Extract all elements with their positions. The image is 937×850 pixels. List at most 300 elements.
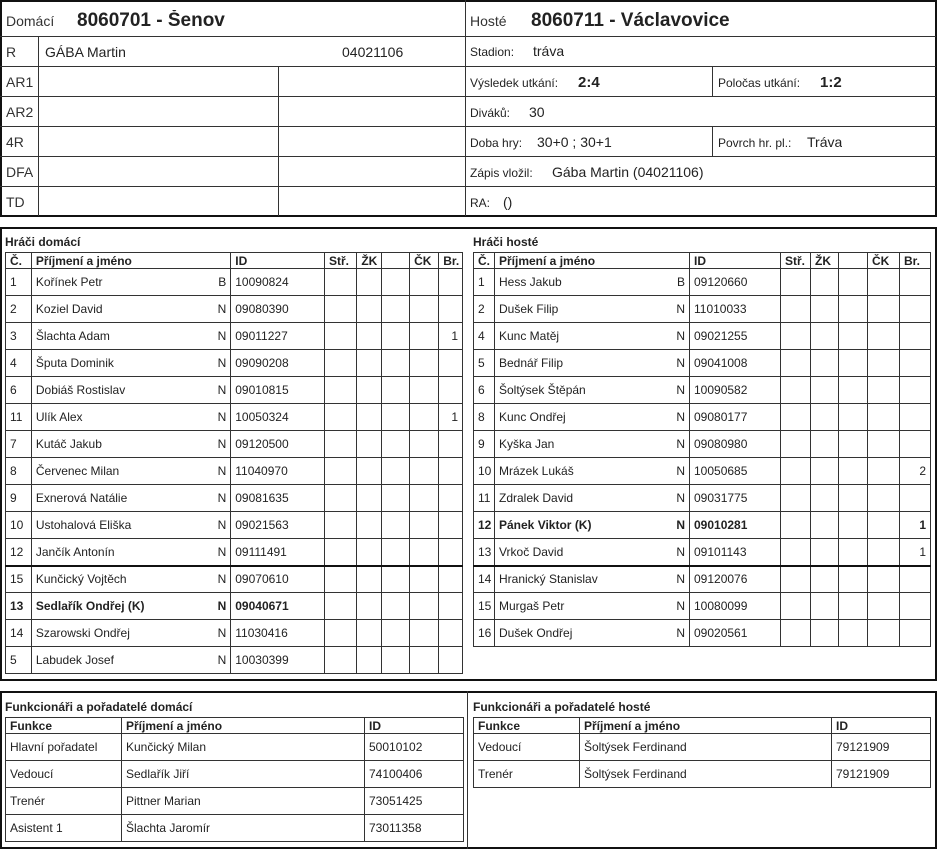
- player-id: 11010033: [690, 296, 781, 323]
- table-row: [474, 734, 931, 761]
- player-name: Šoltýsek Štěpán: [499, 383, 586, 397]
- blank-cell: [382, 296, 410, 323]
- col-yellow-card: ŽK: [811, 253, 839, 269]
- table-row: [6, 620, 463, 647]
- red-card-cell: [410, 512, 439, 539]
- away-label: Hosté: [470, 13, 507, 29]
- player-name: Kunc Ondřej: [499, 410, 566, 424]
- player-name-cell: [495, 350, 690, 377]
- header-row-line: [0, 36, 936, 37]
- table-row: [6, 269, 463, 296]
- player-flag: N: [217, 410, 227, 424]
- yellow-card-cell: [811, 539, 839, 566]
- table-row: [6, 431, 463, 458]
- goals-cell: [900, 593, 931, 620]
- staff-function: Vedoucí: [6, 761, 122, 788]
- entered-value: Gába Martin (04021106): [552, 164, 704, 180]
- home-staff-table: [5, 717, 464, 842]
- player-number: 14: [474, 566, 495, 593]
- player-flag: N: [217, 572, 227, 587]
- match-header: [0, 0, 937, 217]
- staff-function: Hlavní pořadatel: [6, 734, 122, 761]
- table-row: [6, 377, 463, 404]
- away-players-table: [473, 252, 931, 647]
- yellow-card-cell: [357, 485, 382, 512]
- player-number: 10: [6, 512, 32, 539]
- col-blank: [839, 253, 868, 269]
- red-card-cell: [410, 458, 439, 485]
- surface-value: Tráva: [807, 134, 843, 150]
- table-row: [6, 350, 463, 377]
- player-flag: N: [676, 329, 685, 343]
- header-divider: [712, 66, 713, 96]
- player-name-cell: [495, 539, 690, 566]
- player-id: 09111491: [231, 539, 325, 566]
- home-team: 8060701 - Šenov: [77, 10, 225, 31]
- yellow-card-cell: [811, 269, 839, 296]
- staff-divider: [467, 691, 468, 849]
- red-card-cell: [868, 377, 900, 404]
- blank-cell: [382, 323, 410, 350]
- player-id: 09070610: [231, 566, 325, 593]
- red-card-cell: [868, 620, 900, 647]
- player-flag: N: [217, 653, 227, 667]
- substitution-cell: [781, 458, 811, 485]
- player-name: Kyška Jan: [499, 437, 555, 451]
- player-number: 10: [474, 458, 495, 485]
- goals-cell: [900, 296, 931, 323]
- staff-name: Šoltýsek Ferdinand: [580, 734, 832, 761]
- blank-cell: [382, 566, 410, 593]
- player-name-cell: [31, 377, 230, 404]
- goals-cell: [439, 512, 463, 539]
- player-id: 09021563: [231, 512, 325, 539]
- goals-cell: 1: [439, 323, 463, 350]
- player-flag: N: [217, 329, 227, 343]
- blank-cell: [382, 539, 410, 566]
- goals-cell: [900, 269, 931, 296]
- yellow-card-cell: [357, 377, 382, 404]
- player-flag: N: [217, 518, 227, 532]
- yellow-card-cell: [357, 566, 382, 593]
- yellow-card-cell: [811, 323, 839, 350]
- halftime-label: Poločas utkání:: [718, 76, 801, 90]
- table-row: [6, 647, 463, 674]
- red-card-cell: [410, 296, 439, 323]
- official-role: R: [6, 44, 17, 60]
- away-staff-title: Funkcionáři a pořadatelé hosté: [473, 700, 651, 714]
- table-row: [6, 539, 463, 566]
- blank-cell: [382, 377, 410, 404]
- goals-cell: [439, 539, 463, 566]
- yellow-card-cell: [811, 431, 839, 458]
- player-name-cell: [495, 566, 690, 593]
- goals-cell: [439, 485, 463, 512]
- table-row: [474, 350, 931, 377]
- staff-name: Sedlařík Jiří: [122, 761, 365, 788]
- col-substitution: Stř.: [781, 253, 811, 269]
- player-name: Jančík Antonín: [35, 544, 115, 559]
- col-number: Č.: [474, 253, 495, 269]
- player-name: Dušek Filip: [499, 302, 559, 316]
- player-number: 1: [474, 269, 495, 296]
- official-id: 04021106: [342, 44, 404, 60]
- player-id: 09120500: [231, 431, 325, 458]
- yellow-card-cell: [357, 350, 382, 377]
- yellow-card-cell: [811, 512, 839, 539]
- blank-cell: [382, 269, 410, 296]
- official-role: AR1: [6, 74, 34, 90]
- substitution-cell: [781, 404, 811, 431]
- staff-name: Kunčický Milan: [122, 734, 365, 761]
- yellow-card-cell: [357, 431, 382, 458]
- substitution-cell: [325, 350, 357, 377]
- col-substitution: Stř.: [325, 253, 357, 269]
- player-flag: B: [218, 275, 227, 289]
- col-number: Č.: [6, 253, 32, 269]
- col-id: ID: [690, 253, 781, 269]
- col-id: ID: [231, 253, 325, 269]
- staff-id: 73011358: [365, 815, 464, 842]
- player-number: 11: [474, 485, 495, 512]
- goals-cell: 1: [900, 512, 931, 539]
- red-card-cell: [868, 431, 900, 458]
- blank-cell: [839, 566, 868, 593]
- staff-id: 73051425: [365, 788, 464, 815]
- table-header-row: [6, 718, 464, 734]
- player-flag: N: [676, 302, 685, 316]
- blank-cell: [382, 647, 410, 674]
- blank-cell: [839, 296, 868, 323]
- blank-cell: [839, 593, 868, 620]
- player-number: 6: [6, 377, 32, 404]
- table-row: [474, 269, 931, 296]
- player-name-cell: [31, 593, 230, 620]
- ra-value: (): [503, 194, 513, 210]
- red-card-cell: [410, 566, 439, 593]
- player-id: 09031775: [690, 485, 781, 512]
- player-flag: N: [676, 599, 685, 613]
- player-id: 09120076: [690, 566, 781, 593]
- duration-label: Doba hry:: [470, 136, 523, 150]
- player-id: 10090582: [690, 377, 781, 404]
- substitution-cell: [325, 512, 357, 539]
- player-id: 10090824: [231, 269, 325, 296]
- red-card-cell: [410, 350, 439, 377]
- player-flag: N: [217, 544, 227, 559]
- goals-cell: [439, 296, 463, 323]
- table-row: [6, 323, 463, 350]
- player-flag: N: [676, 464, 685, 478]
- col-yellow-card: ŽK: [357, 253, 382, 269]
- staff-name: Šoltýsek Ferdinand: [580, 761, 832, 788]
- goals-cell: [439, 458, 463, 485]
- blank-cell: [382, 350, 410, 377]
- player-flag: N: [217, 464, 227, 478]
- yellow-card-cell: [357, 458, 382, 485]
- player-number: 4: [474, 323, 495, 350]
- header-row-line: [0, 66, 936, 67]
- away-team: 8060711 - Václavovice: [531, 10, 730, 31]
- player-number: 12: [6, 539, 32, 566]
- staff-id: 79121909: [832, 734, 931, 761]
- player-number: 9: [6, 485, 32, 512]
- substitution-cell: [325, 539, 357, 566]
- blank-cell: [839, 485, 868, 512]
- substitution-cell: [325, 404, 357, 431]
- table-row: [474, 431, 931, 458]
- blank-cell: [839, 323, 868, 350]
- player-name-cell: [495, 377, 690, 404]
- official-role: DFA: [6, 164, 34, 180]
- red-card-cell: [868, 269, 900, 296]
- away-staff-table: [473, 717, 931, 788]
- player-flag: N: [217, 302, 227, 316]
- red-card-cell: [868, 512, 900, 539]
- player-name: Bednář Filip: [499, 356, 564, 370]
- substitution-cell: [781, 485, 811, 512]
- red-card-cell: [410, 539, 439, 566]
- staff-id: 50010102: [365, 734, 464, 761]
- player-name: Dobiáš Rostislav: [35, 383, 126, 397]
- red-card-cell: [410, 431, 439, 458]
- player-id: 09010815: [231, 377, 325, 404]
- player-name-cell: [31, 323, 230, 350]
- goals-cell: [439, 350, 463, 377]
- blank-cell: [839, 377, 868, 404]
- player-name: Mrázek Lukáš: [499, 464, 574, 478]
- staff-function: Asistent 1: [6, 815, 122, 842]
- player-number: 8: [474, 404, 495, 431]
- col-id: ID: [832, 718, 931, 734]
- player-number: 2: [474, 296, 495, 323]
- away-players-title: Hráči hosté: [473, 235, 539, 249]
- player-flag: N: [676, 356, 685, 370]
- surface-label: Povrch hr. pl.:: [718, 136, 792, 150]
- red-card-cell: [868, 539, 900, 566]
- player-name: Šlachta Adam: [35, 329, 110, 343]
- red-card-cell: [868, 566, 900, 593]
- player-name: Šputa Dominik: [35, 356, 114, 370]
- header-divider: [465, 0, 466, 216]
- player-number: 13: [6, 593, 32, 620]
- player-flag: N: [217, 491, 227, 505]
- entered-label: Zápis vložil:: [470, 166, 533, 180]
- substitution-cell: [325, 431, 357, 458]
- player-name-cell: [31, 458, 230, 485]
- official-name: GÁBA Martin: [45, 44, 126, 60]
- player-id: 09080980: [690, 431, 781, 458]
- header-row-line: [0, 96, 936, 97]
- player-name: Sedlařík Ondřej (K): [35, 599, 145, 613]
- blank-cell: [382, 512, 410, 539]
- player-id: 10050685: [690, 458, 781, 485]
- goals-cell: [900, 377, 931, 404]
- player-number: 15: [474, 593, 495, 620]
- player-name: Ulík Alex: [35, 410, 83, 424]
- substitution-cell: [325, 296, 357, 323]
- yellow-card-cell: [811, 620, 839, 647]
- player-name-cell: [31, 512, 230, 539]
- official-role: AR2: [6, 104, 34, 120]
- ra-label: RA:: [470, 196, 491, 210]
- player-name-cell: [495, 269, 690, 296]
- goals-cell: [900, 431, 931, 458]
- substitution-cell: [781, 620, 811, 647]
- player-name: Kutáč Jakub: [35, 437, 102, 451]
- player-id: 09010281: [690, 512, 781, 539]
- home-players-title: Hráči domácí: [5, 235, 81, 249]
- substitution-cell: [781, 377, 811, 404]
- substitution-cell: [325, 593, 357, 620]
- table-row: [474, 539, 931, 566]
- yellow-card-cell: [811, 458, 839, 485]
- player-number: 4: [6, 350, 32, 377]
- player-number: 14: [6, 620, 32, 647]
- goals-cell: [900, 323, 931, 350]
- table-row: [6, 815, 464, 842]
- player-id: 10080099: [690, 593, 781, 620]
- player-number: 5: [6, 647, 32, 674]
- player-name-cell: [495, 431, 690, 458]
- halftime-value: 1:2: [820, 74, 842, 91]
- col-blank: [382, 253, 410, 269]
- player-name: Kunčický Vojtěch: [35, 572, 127, 587]
- header-row-line: [0, 126, 936, 127]
- col-goals: Br.: [900, 253, 931, 269]
- yellow-card-cell: [811, 404, 839, 431]
- player-flag: N: [676, 383, 685, 397]
- player-flag: N: [217, 626, 227, 640]
- table-row: [474, 323, 931, 350]
- player-number: 13: [474, 539, 495, 566]
- substitution-cell: [781, 431, 811, 458]
- goals-cell: [900, 566, 931, 593]
- home-staff-title: Funkcionáři a pořadatelé domácí: [5, 700, 193, 714]
- player-number: 12: [474, 512, 495, 539]
- goals-cell: [900, 350, 931, 377]
- player-id: 10030399: [231, 647, 325, 674]
- table-row: [6, 734, 464, 761]
- player-id: 09120660: [690, 269, 781, 296]
- yellow-card-cell: [811, 296, 839, 323]
- player-id: 09080390: [231, 296, 325, 323]
- home-players-table: [5, 252, 463, 674]
- col-id: ID: [365, 718, 464, 734]
- substitution-cell: [325, 377, 357, 404]
- player-id: 10050324: [231, 404, 325, 431]
- player-id: 09020561: [690, 620, 781, 647]
- player-number: 6: [474, 377, 495, 404]
- blank-cell: [382, 593, 410, 620]
- yellow-card-cell: [811, 593, 839, 620]
- substitution-cell: [781, 296, 811, 323]
- header-divider: [712, 126, 713, 156]
- duration-value: 30+0 ; 30+1: [537, 134, 612, 150]
- col-name: Příjmení a jméno: [122, 718, 365, 734]
- table-row: [474, 485, 931, 512]
- table-row: [474, 566, 931, 593]
- yellow-card-cell: [811, 350, 839, 377]
- red-card-cell: [868, 296, 900, 323]
- red-card-cell: [410, 404, 439, 431]
- red-card-cell: [410, 377, 439, 404]
- staff-function: Trenér: [6, 788, 122, 815]
- official-role: TD: [6, 194, 25, 210]
- player-name-cell: [31, 350, 230, 377]
- goals-cell: [900, 485, 931, 512]
- table-row: [474, 512, 931, 539]
- substitution-cell: [325, 647, 357, 674]
- player-name: Exnerová Natálie: [35, 491, 128, 505]
- player-id: 09101143: [690, 539, 781, 566]
- yellow-card-cell: [357, 512, 382, 539]
- player-flag: N: [676, 410, 685, 424]
- yellow-card-cell: [357, 296, 382, 323]
- blank-cell: [382, 620, 410, 647]
- blank-cell: [839, 269, 868, 296]
- player-id: 09041008: [690, 350, 781, 377]
- table-row: [474, 620, 931, 647]
- yellow-card-cell: [811, 485, 839, 512]
- header-divider: [278, 66, 279, 216]
- player-flag: N: [217, 383, 227, 397]
- player-id: 11030416: [231, 620, 325, 647]
- stadium-label: Stadion:: [470, 45, 515, 59]
- goals-cell: 2: [900, 458, 931, 485]
- home-label: Domácí: [6, 13, 55, 29]
- player-flag: B: [676, 275, 685, 289]
- substitution-cell: [325, 620, 357, 647]
- substitution-cell: [325, 485, 357, 512]
- player-name: Hranický Stanislav: [499, 572, 598, 587]
- header-row-line: [0, 186, 936, 187]
- table-row: [474, 404, 931, 431]
- blank-cell: [839, 404, 868, 431]
- table-row: [474, 377, 931, 404]
- table-row: [6, 485, 463, 512]
- goals-cell: [439, 269, 463, 296]
- table-row: [6, 761, 464, 788]
- yellow-card-cell: [357, 404, 382, 431]
- goals-cell: [439, 593, 463, 620]
- player-name-cell: [495, 485, 690, 512]
- substitution-cell: [781, 512, 811, 539]
- table-row: [6, 566, 463, 593]
- red-card-cell: [410, 269, 439, 296]
- goals-cell: [900, 620, 931, 647]
- table-header-row: [474, 718, 931, 734]
- player-name: Kunc Matěj: [499, 329, 560, 343]
- red-card-cell: [868, 485, 900, 512]
- red-card-cell: [410, 647, 439, 674]
- player-name-cell: [495, 296, 690, 323]
- player-name: Červenec Milan: [35, 464, 120, 478]
- player-id: 09040671: [231, 593, 325, 620]
- player-number: 5: [474, 350, 495, 377]
- staff-name: Šlachta Jaromír: [122, 815, 365, 842]
- col-goals: Br.: [439, 253, 463, 269]
- table-header-row: [6, 253, 463, 269]
- goals-cell: 1: [900, 539, 931, 566]
- substitution-cell: [781, 593, 811, 620]
- player-name-cell: [495, 512, 690, 539]
- header-row-line: [0, 156, 936, 157]
- player-name: Murgaš Petr: [499, 599, 565, 613]
- player-name-cell: [495, 593, 690, 620]
- blank-cell: [839, 539, 868, 566]
- blank-cell: [839, 350, 868, 377]
